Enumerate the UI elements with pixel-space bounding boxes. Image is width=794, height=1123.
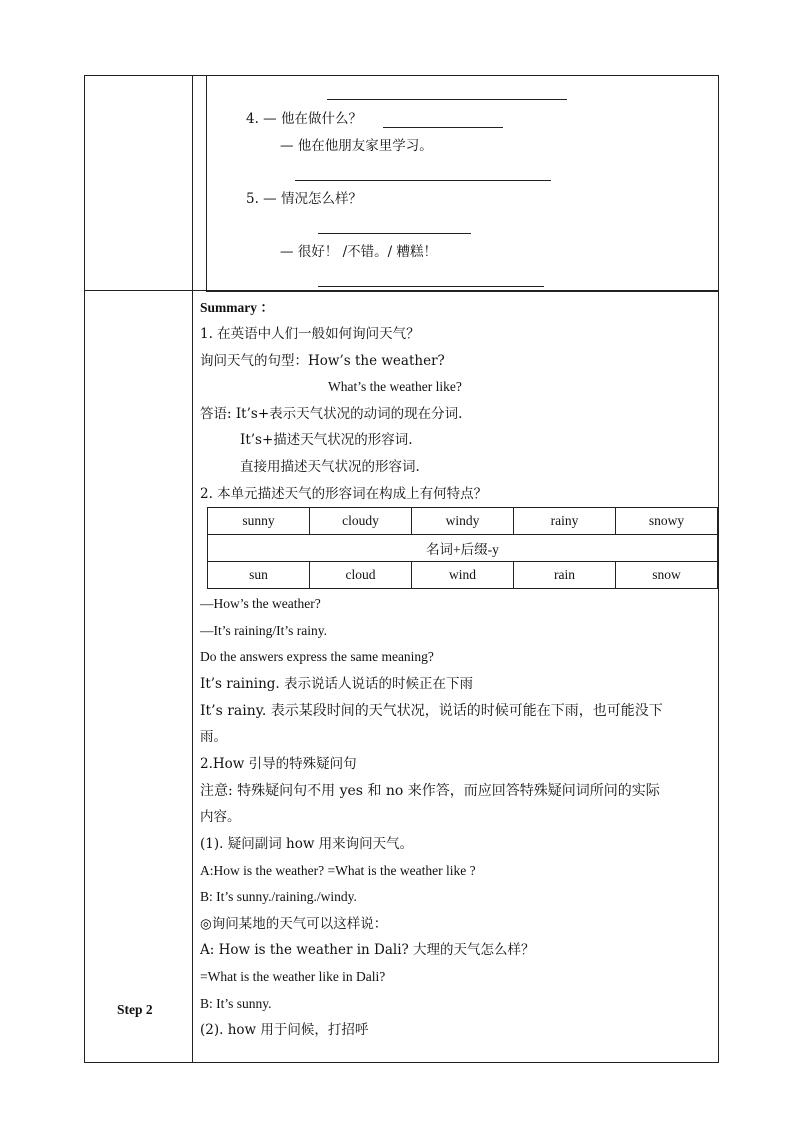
question-4: 4. — 他在做什么？ [246, 111, 362, 127]
summary-line: (1). 疑问副词 how 用来询问天气。 [200, 836, 414, 852]
summary-line: 答语: It’s+表示天气状况的动词的现在分词. [200, 406, 463, 422]
summary-line: Do the answers express the same meaning? [200, 649, 434, 664]
summary-line: 注意: 特殊疑问句不用 yes 和 no 来作答，而应回答特殊疑问词所问的实际 [200, 783, 660, 799]
summary-line: =What is the weather like in Dali? [200, 969, 386, 984]
summary-line: 2. 本单元描述天气的形容词在构成上有何特点？ [200, 486, 488, 502]
question-5: 5. — 情况怎么样？ [246, 191, 362, 207]
summary-line: 内容。 [200, 809, 241, 825]
answer-blank-5a [318, 233, 471, 234]
summary-line: It’s rainy. 表示某段时间的天气状况，说话的时候可能在下雨，也可能没下 [200, 703, 663, 719]
summary-line: It’s raining. 表示说话人说话的时候正在下雨 [200, 676, 474, 692]
answer-blank-4a [383, 127, 503, 128]
summary-line: ◎询问某地的天气可以这样说： [200, 916, 388, 932]
summary-line: It’s+描述天气状况的形容词. [240, 432, 413, 448]
adjective-row [208, 508, 718, 535]
summary-line: 2.How 引导的特殊疑问句 [200, 756, 357, 772]
answer-4: — 他在他朋友家里学习。 [280, 138, 433, 154]
rule-row [208, 535, 718, 562]
summary-line: 询问天气的句型：How’s the weather? [200, 353, 445, 369]
answer-blank-4b [295, 180, 551, 181]
table-cell: 名词+后缀-y [208, 535, 718, 562]
summary-line: What’s the weather like? [328, 379, 462, 394]
summary-line: 直接用描述天气状况的形容词. [240, 459, 420, 475]
answer-5: — 很好！ /不错。/ 糟糕！ [280, 244, 437, 260]
summary-line: A:How is the weather? =What is the weather like ? [200, 863, 476, 878]
summary-line: 雨。 [200, 729, 227, 745]
summary-line: A: How is the weather in Dali? 大理的天气怎么样？ [200, 942, 535, 958]
step-label: Step 2 [117, 1002, 153, 1017]
table-cell: windy [412, 508, 514, 535]
column-divider [192, 75, 193, 1062]
table-cell: cloudy [309, 508, 411, 535]
weather-words-table [207, 507, 718, 589]
summary-line: (2). how 用于问候，打招呼 [200, 1022, 369, 1038]
table-cell: rainy [514, 508, 616, 535]
table-cell: sunny [208, 508, 310, 535]
summary-line: —It’s raining/It’s rainy. [200, 623, 327, 638]
summary-line: 1. 在英语中人们一般如何询问天气？ [200, 326, 420, 342]
table-cell: snow [615, 562, 717, 589]
table-cell: cloud [309, 562, 411, 589]
summary-line: —How’s the weather? [200, 596, 321, 611]
table-cell: wind [412, 562, 514, 589]
table-cell: snowy [615, 508, 717, 535]
noun-row [208, 562, 718, 589]
answer-blank-5b [318, 286, 544, 287]
table-cell: sun [208, 562, 310, 589]
summary-line: B: It’s sunny./raining./windy. [200, 889, 357, 904]
summary-heading: Summary ： [200, 300, 274, 315]
summary-line: B: It’s sunny. [200, 996, 272, 1011]
table-cell: rain [514, 562, 616, 589]
answer-blank-3 [327, 99, 567, 100]
